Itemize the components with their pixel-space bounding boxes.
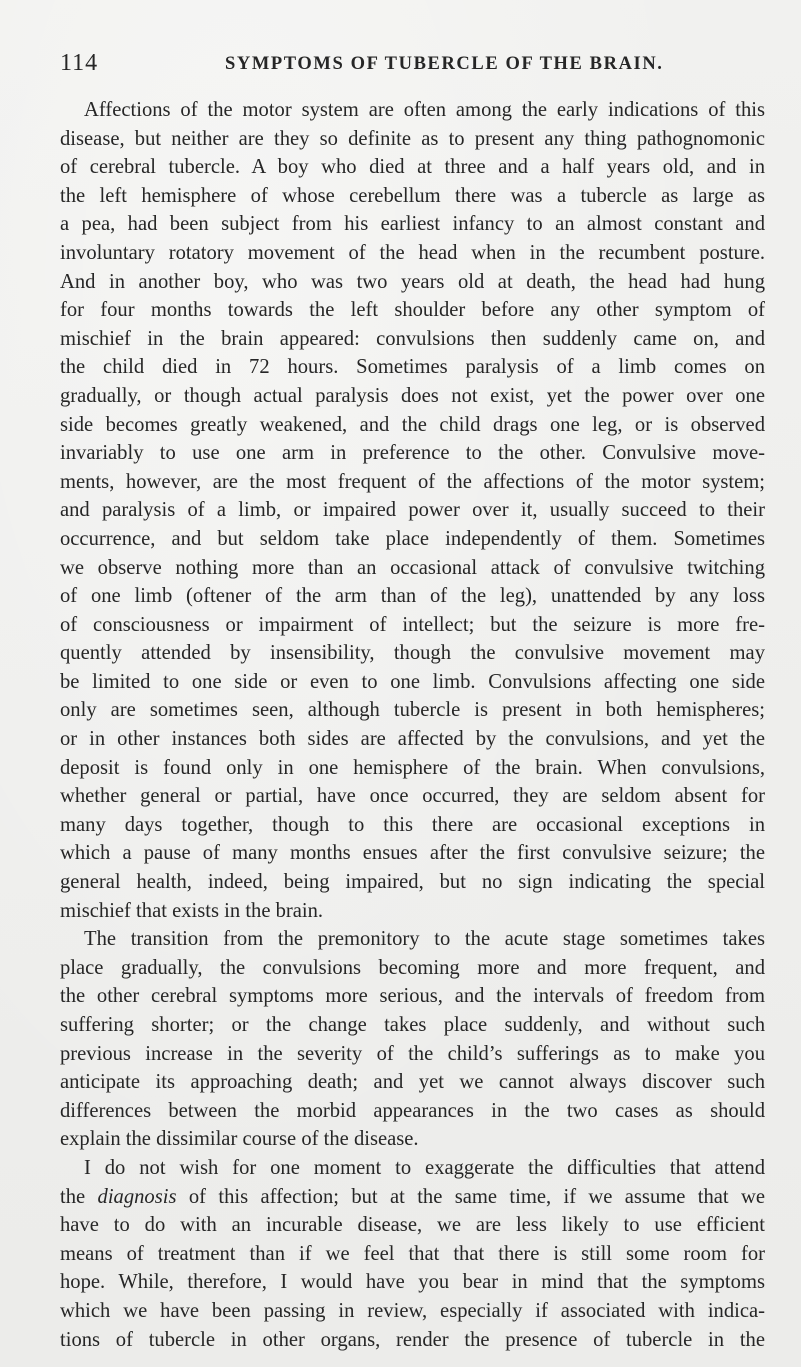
text-line: the child died in 72 hours. Sometimes paralysis of a limb comes on bbox=[60, 356, 765, 379]
page-number: 114 bbox=[60, 50, 99, 76]
text-line: place gradually, the convulsions becoming more and more frequent, and bbox=[60, 956, 765, 979]
text-line: which we have been passing in review, especially if associated with indica- bbox=[60, 1299, 765, 1322]
text-line: many days together, though to this there are occasional exceptions in bbox=[60, 813, 765, 836]
text-line: occurrence, and but seldom take place independently of them. Sometimes bbox=[60, 527, 765, 550]
text-line: of cerebral tubercle. A boy who died at three and a half years old, and in bbox=[60, 156, 765, 179]
text-line: the left hemisphere of whose cerebellum there was a tubercle as large as bbox=[60, 184, 765, 207]
text-line: explain the dissimilar course of the disease. bbox=[60, 1128, 419, 1151]
paragraph-motor-system bbox=[60, 96, 765, 925]
italic-term: diagnosis bbox=[97, 1185, 177, 1208]
text-line: or in other instances both sides are affected by the convulsions, and yet the bbox=[60, 728, 765, 751]
body-text bbox=[60, 96, 765, 1354]
text-line: side becomes greatly weakened, and the child drags one leg, or is observed bbox=[60, 413, 765, 436]
text-line: I do not wish for one moment to exaggerate the difficulties that attend bbox=[84, 1156, 765, 1179]
text-line: deposit is found only in one hemisphere of the brain. When convulsions, bbox=[60, 756, 765, 779]
text-line: which a pause of many months ensues after the first convulsive seizure; the bbox=[60, 842, 765, 865]
text-line: and paralysis of a limb, or impaired power over it, usually succeed to their bbox=[60, 499, 765, 522]
paragraph-transition bbox=[60, 925, 765, 1154]
text-line: only are sometimes seen, although tubercle is present in both hemispheres; bbox=[60, 699, 765, 722]
text-line: ments, however, are the most frequent of the affections of the motor system; bbox=[60, 470, 765, 493]
text-line: differences between the morbid appearances in the two cases as should bbox=[60, 1099, 765, 1122]
paragraph-diagnosis bbox=[60, 1154, 765, 1354]
text-line: suffering shorter; or the change takes place suddenly, and without such bbox=[60, 1014, 765, 1036]
text-line: The transition from the premonitory to the acute stage sometimes takes bbox=[84, 928, 765, 951]
text-line: of one limb (oftener of the arm than of the leg), unattended by any loss bbox=[60, 585, 765, 608]
text-line: invariably to use one arm in preference to the other. Convulsive move- bbox=[60, 442, 765, 465]
text-line: general health, indeed, being impaired, but no sign indicating the special bbox=[60, 871, 765, 894]
text-line: the other cerebral symptoms more serious, and the intervals of freedom from bbox=[60, 985, 765, 1008]
text-line: And in another boy, who was two years old at death, the head had hung bbox=[60, 270, 765, 293]
text-line: previous increase in the severity of the child’s sufferings as to make you bbox=[60, 1042, 765, 1065]
text-line: gradually, or though actual paralysis does not exist, yet the power over one bbox=[60, 384, 765, 407]
text-line: have to do with an incurable disease, we are less likely to use efficient bbox=[60, 1214, 765, 1237]
text-line: hope. While, therefore, I would have you bear in mind that the symptoms bbox=[60, 1271, 765, 1294]
text-line: Affections of the motor system are often among the early indications of this bbox=[84, 99, 765, 121]
text-line: the diagnosis of this affection; but at the same time, if we assume that we bbox=[60, 1185, 765, 1208]
text-line: whether general or partial, have once occurred, they are seldom absent for bbox=[60, 785, 765, 808]
running-title: SYMPTOMS OF TUBERCLE OF THE BRAIN. bbox=[225, 54, 664, 74]
text-line: mischief that exists in the brain. bbox=[60, 899, 324, 922]
text-line: mischief in the brain appeared: convulsions then suddenly came on, and bbox=[60, 327, 765, 350]
text-line: of consciousness or impairment of intellect; but the seizure is more fre- bbox=[60, 613, 765, 636]
text-line: we observe nothing more than an occasional attack of convulsive twitching bbox=[60, 556, 765, 579]
text-line: involuntary rotatory movement of the head when in the recumbent posture. bbox=[60, 241, 765, 264]
text-line: tions of tubercle in other organs, render the presence of tubercle in the bbox=[60, 1328, 765, 1351]
text-line: anticipate its approaching death; and yet we cannot always discover such bbox=[60, 1071, 765, 1094]
running-head bbox=[60, 50, 760, 80]
text-line: means of treatment than if we feel that that there is still some room for bbox=[60, 1242, 765, 1265]
text-line: a pea, had been subject from his earliest infancy to an almost constant and bbox=[60, 213, 765, 236]
text-line: for four months towards the left shoulder before any other symptom of bbox=[60, 299, 765, 322]
text-line: quently attended by insensibility, though the convulsive movement may bbox=[60, 642, 765, 665]
text-line: disease, but neither are they so definite as to present any thing pathognomonic bbox=[60, 127, 765, 150]
text-line: be limited to one side or even to one limb. Convulsions affecting one side bbox=[60, 670, 765, 693]
